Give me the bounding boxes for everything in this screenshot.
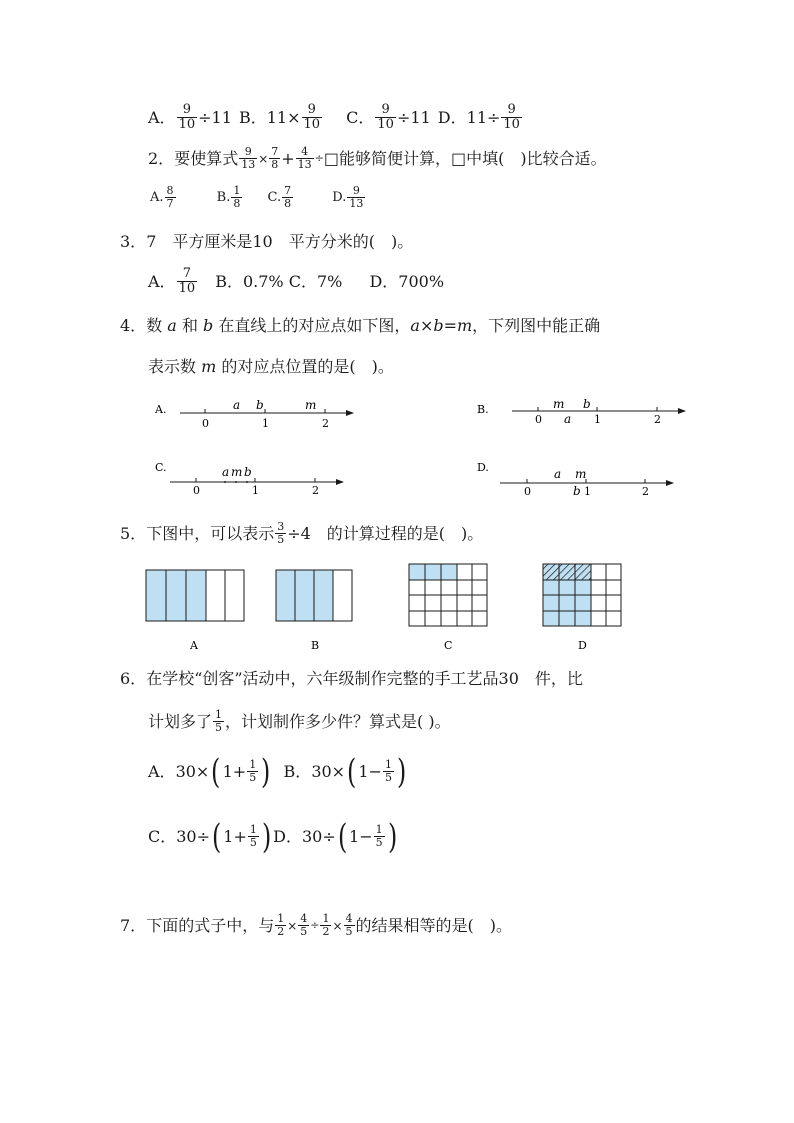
q4-line-c-label: C. [155, 461, 167, 474]
q4-line-c-mark: a [222, 465, 230, 479]
q5-stem: 5．下图中，可以表示 $\frac{3}{5}$ ÷4 的计算过程的是( )。 [120, 520, 484, 546]
q6-option-b: B． [283, 761, 312, 781]
q6-stem-line1: 6．在学校“创客”活动中，六年级制作完整的手工艺品30 件，比 [120, 669, 583, 688]
q1-option-a-fraction: $\frac{9}{10}$ [178, 102, 196, 132]
q4-number: 4． [120, 316, 147, 335]
q6-number: 6． [120, 669, 147, 688]
q2-options: A. $\frac{8}{7}$ B. $\frac{1}{8}$ C. $\frac{7}{8}$ D. $\frac{9}{13}$ [150, 184, 364, 210]
q4-line-c-mark: m [231, 465, 243, 479]
q5-figure-c [409, 564, 487, 652]
q4-line-a-mark: m [305, 398, 317, 412]
q5-figure-c-label: C [444, 639, 453, 652]
q4-stem: 4．数 a 和 b 在直线上的对应点如下图，a×b=m，下列图中能正确 [120, 316, 601, 335]
q4-line-c-tick: 1 [252, 484, 259, 497]
q5-figure-b-label: B [311, 639, 320, 652]
q6-option-c: C． [148, 826, 177, 846]
q4-line-a-mark: a [233, 398, 241, 412]
q2-option-c: C. [267, 189, 282, 205]
q4-line-c-mark: b [244, 465, 252, 479]
q4-line-c [155, 461, 343, 497]
q4-line-a-tick: 2 [322, 417, 329, 430]
q2-option-a: A. [150, 189, 164, 205]
q4-line-a-tick: 0 [202, 417, 209, 430]
q2-number: 2． [148, 148, 175, 168]
q4-line-b-tick: 0 [535, 413, 542, 426]
q7-stem: 7．下面的式子中，与 $\frac{1}{2}$ × $\frac{4}{5}$ ÷ $\frac{1}{2}$ × $\frac{4}{5}$ 的结果相等的是( )。 [120, 912, 513, 938]
q4-line-a-label: A. [155, 403, 167, 416]
q3-option-c: C．7% [288, 271, 343, 291]
q3-option-b: B．0.7% [215, 271, 284, 291]
q1-option-d-label: D． [437, 107, 467, 127]
q4-line-b-mark: b [583, 397, 591, 411]
q3-option-d: D．700% [369, 271, 445, 291]
q5-figure-a [146, 570, 244, 652]
q4-line-d [477, 461, 673, 498]
q6-options-cd: C．30÷( 1+ $\frac{1}{5}$ ) D．30÷( 1− $\frac{1}{5}$ ) [148, 816, 397, 857]
q1-option-a-label: A． [148, 107, 176, 127]
q4-line-b-mark: a [564, 412, 572, 426]
q4-line-c-tick: 0 [193, 484, 200, 497]
q4-line-d-tick: 0 [524, 485, 531, 498]
q2-option-d: D. [332, 189, 347, 205]
q4-line-c-tick: 2 [312, 484, 319, 497]
q1-option-c-label: C． [346, 107, 375, 127]
q4-line-a-tick: 1 [262, 417, 269, 430]
q4-line-d-tick: 1 [584, 485, 591, 498]
q5-number: 5． [120, 523, 147, 543]
q1-options: A． $\frac{9}{10}$ ÷11 B．11× $\frac{9}{10}$ C． $\frac{9}{10}$ ÷11 D．11÷ $\frac{9}{10}$ [148, 102, 520, 132]
q3-stem: 3．7 平方厘米是10 平方分米的( )。 [120, 232, 414, 251]
q1-option-b-fraction: $\frac{9}{10}$ [303, 102, 321, 132]
q3-options: A． $\frac{7}{10}$ B．0.7% C．7% D．700% [148, 266, 445, 296]
q5-figure-d-label: D [578, 639, 587, 652]
q7-number: 7． [120, 915, 147, 935]
q4-line-d-tick: 2 [642, 485, 649, 498]
q4-line-b-tick: 1 [594, 413, 601, 426]
q2-option-b: B. [216, 189, 231, 205]
q1-option-b-label: B． [238, 107, 267, 127]
q3-number: 3． [120, 232, 147, 251]
q4-line-d-mark: b [573, 484, 581, 498]
q4-line-b-tick: 2 [654, 413, 661, 426]
q4-line-d-mark: a [554, 467, 562, 481]
q5-figure-a-label: A [190, 639, 198, 652]
q4-line-b [477, 397, 685, 426]
q4-line-d-mark: m [575, 467, 587, 481]
q2-stem: 2．要使算式 $\frac{9}{13}$ × $\frac{7}{8}$ + $\frac{4}{13}$ ÷□能够简便计算，□中填( )比较合适。 [148, 145, 607, 171]
q6-option-d: D． [273, 826, 302, 846]
q5-figures [0, 560, 794, 655]
q5-figure-b [276, 570, 352, 652]
q1-option-c-fraction: $\frac{9}{10}$ [377, 102, 394, 132]
q6-option-a: A． [148, 761, 176, 781]
q4-stem-line2: 表示数 m 的对应点位置的是( )。 [148, 357, 394, 376]
q4-line-d-label: D. [477, 461, 489, 474]
q1-option-d-fraction: $\frac{9}{10}$ [503, 102, 520, 132]
q3-option-a: A． [148, 271, 176, 291]
q4-line-b-label: B. [477, 403, 489, 416]
q4-line-a-mark: b [256, 398, 264, 412]
q6-stem-line2: 计划多了 $\frac{1}{5}$ ，计划制作多少件？算式是( )。 [148, 708, 451, 734]
q4-line-a [154, 398, 353, 430]
q6-options-ab: A．30×( 1+ $\frac{1}{5}$ ) B．30×( 1− $\frac{1}{5}$ ) [148, 751, 407, 792]
q5-figure-d [543, 564, 621, 652]
q4-number-lines [0, 390, 794, 510]
q4-line-b-mark: m [553, 397, 565, 411]
